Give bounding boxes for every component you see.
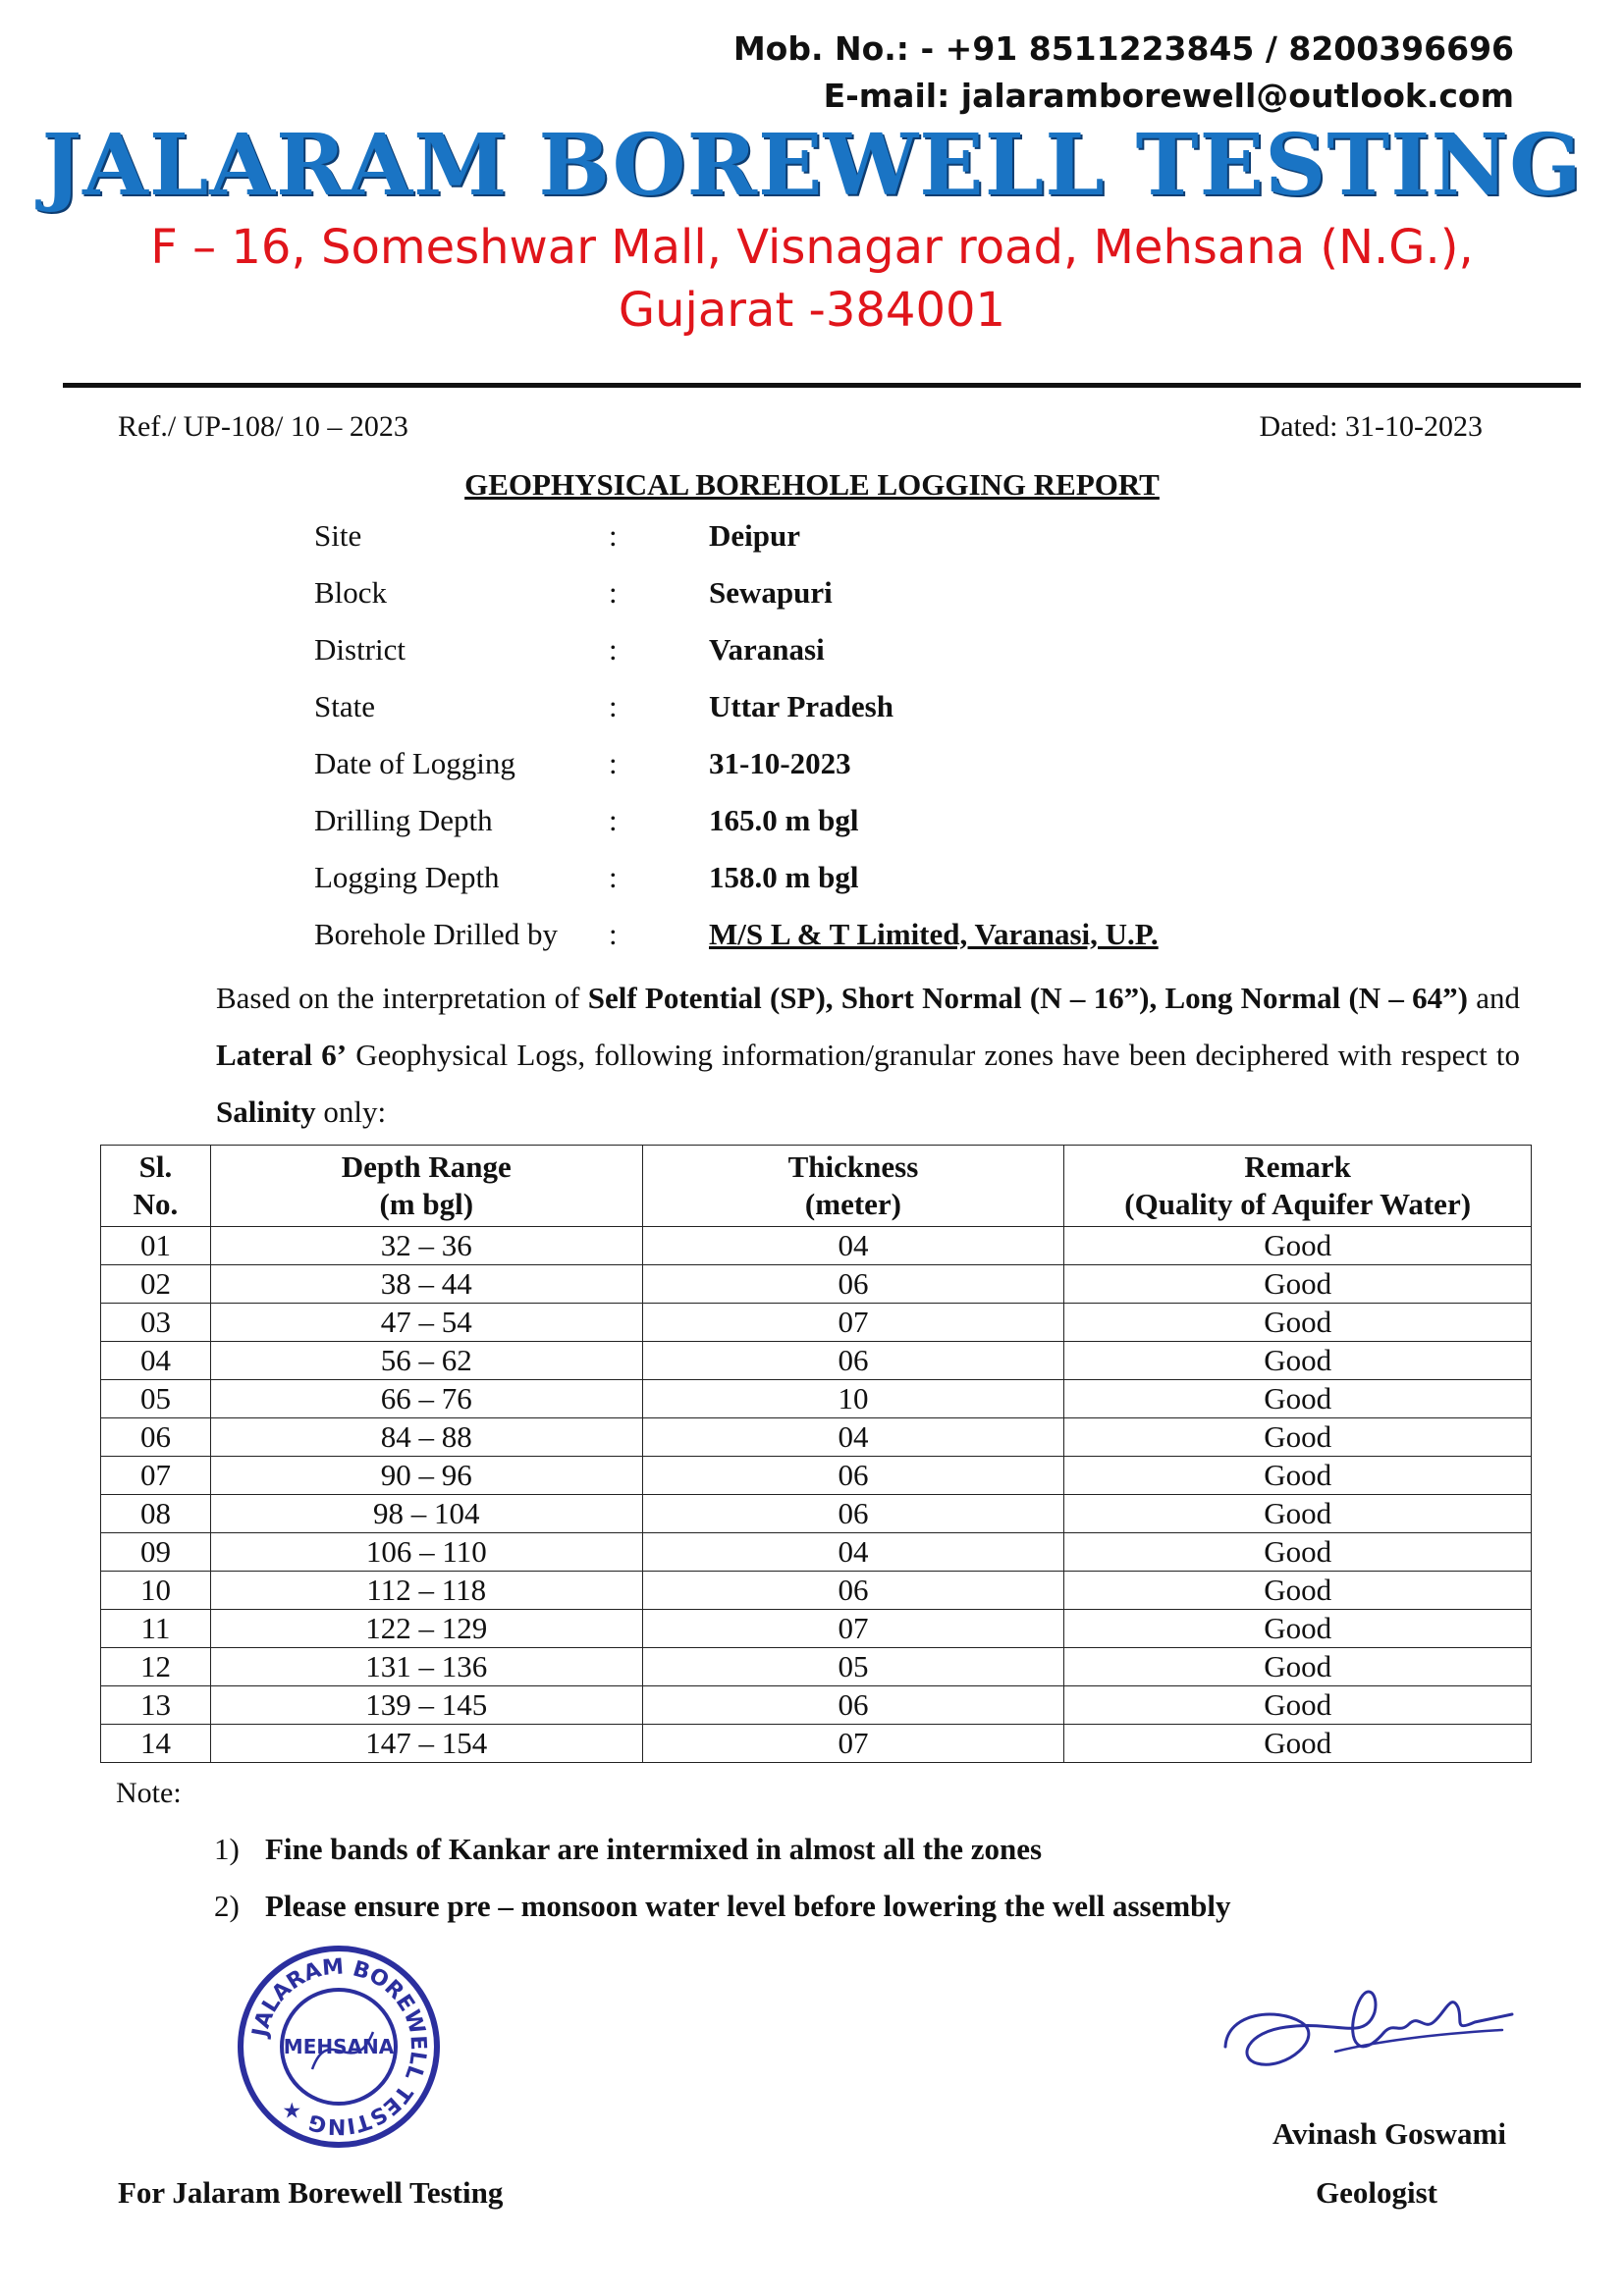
cell-sl-no: 08 bbox=[101, 1495, 211, 1533]
cell-remark: Good bbox=[1064, 1648, 1532, 1686]
info-label: Drilling Depth bbox=[314, 803, 493, 837]
report-title: GEOPHYSICAL BOREHOLE LOGGING REPORT bbox=[464, 467, 1160, 502]
cell-thickness: 07 bbox=[642, 1610, 1064, 1648]
info-colon: : bbox=[609, 575, 618, 610]
cell-depth-range: 56 – 62 bbox=[210, 1342, 642, 1380]
table-row bbox=[101, 1380, 1532, 1418]
table-row bbox=[101, 1610, 1532, 1648]
info-label: State bbox=[314, 689, 375, 723]
header-divider bbox=[63, 383, 1581, 388]
header-line: Sl. bbox=[138, 1149, 173, 1184]
table-row bbox=[101, 1265, 1532, 1304]
info-label: Logging Depth bbox=[314, 860, 500, 894]
cell-depth-range: 131 – 136 bbox=[210, 1648, 642, 1686]
cell-sl-no: 14 bbox=[101, 1725, 211, 1763]
cell-sl-no: 03 bbox=[101, 1304, 211, 1342]
signatory-name: Avinash Goswami bbox=[1272, 2116, 1506, 2151]
company-stamp bbox=[236, 1944, 442, 2150]
info-value: Sewapuri bbox=[709, 575, 833, 610]
cell-remark: Good bbox=[1064, 1533, 1532, 1572]
paragraph-bold: Self Potential (SP), Short Normal (N – 16”), Long Normal (N – 64”) bbox=[587, 981, 1468, 1015]
info-value: Deipur bbox=[709, 518, 800, 553]
cell-remark: Good bbox=[1064, 1457, 1532, 1495]
address-line-1: F – 16, Someshwar Mall, Visnagar road, Mehsana (N.G.), bbox=[150, 220, 1474, 275]
info-label: Date of Logging bbox=[314, 746, 515, 780]
cell-remark: Good bbox=[1064, 1725, 1532, 1763]
cell-depth-range: 139 – 145 bbox=[210, 1686, 642, 1725]
note-text: Fine bands of Kankar are intermixed in almost all the zones bbox=[265, 1832, 1043, 1866]
cell-sl-no: 10 bbox=[101, 1572, 211, 1610]
table-row bbox=[101, 1686, 1532, 1725]
header-remark bbox=[1064, 1146, 1532, 1227]
cell-remark: Good bbox=[1064, 1418, 1532, 1457]
cell-thickness: 07 bbox=[642, 1304, 1064, 1342]
cell-depth-range: 112 – 118 bbox=[210, 1572, 642, 1610]
info-colon: : bbox=[609, 803, 618, 837]
cell-thickness: 06 bbox=[642, 1572, 1064, 1610]
signature bbox=[1218, 1953, 1522, 2091]
cell-depth-range: 66 – 76 bbox=[210, 1380, 642, 1418]
info-colon: : bbox=[609, 917, 618, 951]
info-colon: : bbox=[609, 860, 618, 894]
paragraph-text: and bbox=[1467, 981, 1520, 1015]
cell-sl-no: 09 bbox=[101, 1533, 211, 1572]
cell-depth-range: 90 – 96 bbox=[210, 1457, 642, 1495]
note-number: 1) bbox=[214, 1832, 240, 1866]
cell-sl-no: 07 bbox=[101, 1457, 211, 1495]
header-line: Depth Range bbox=[341, 1149, 512, 1184]
mobile-number: Mob. No.: - +91 8511223845 / 8200396696 bbox=[732, 29, 1514, 68]
reference-number: Ref./ UP-108/ 10 – 2023 bbox=[118, 410, 408, 443]
table-row bbox=[101, 1227, 1532, 1265]
cell-remark: Good bbox=[1064, 1227, 1532, 1265]
cell-remark: Good bbox=[1064, 1265, 1532, 1304]
zones-table bbox=[100, 1145, 1532, 1763]
cell-remark: Good bbox=[1064, 1304, 1532, 1342]
table-row bbox=[101, 1533, 1532, 1572]
cell-depth-range: 147 – 154 bbox=[210, 1725, 642, 1763]
header-sl-no bbox=[101, 1146, 211, 1227]
note-label: Note: bbox=[116, 1777, 182, 1809]
cell-depth-range: 122 – 129 bbox=[210, 1610, 642, 1648]
cell-sl-no: 13 bbox=[101, 1686, 211, 1725]
report-date: Dated: 31-10-2023 bbox=[1259, 410, 1483, 443]
cell-thickness: 10 bbox=[642, 1380, 1064, 1418]
cell-thickness: 04 bbox=[642, 1533, 1064, 1572]
stamp-ring-text: JALARAM BOREWELL TESTING ★ bbox=[247, 1954, 431, 2139]
email-address: E-mail: jalaramborewell@outlook.com bbox=[823, 77, 1514, 115]
info-label: Block bbox=[314, 575, 388, 610]
header-line: (Quality of Aquifer Water) bbox=[1124, 1187, 1472, 1221]
cell-sl-no: 12 bbox=[101, 1648, 211, 1686]
table-row bbox=[101, 1495, 1532, 1533]
table-header-row bbox=[101, 1146, 1532, 1227]
paragraph-text: Based on the interpretation of bbox=[216, 981, 588, 1015]
note-item bbox=[214, 1832, 1042, 1867]
header-line: No. bbox=[133, 1187, 179, 1221]
table-body bbox=[101, 1227, 1532, 1763]
info-value: Uttar Pradesh bbox=[709, 689, 893, 723]
info-value: M/S L & T Limited, Varanasi, U.P. bbox=[709, 917, 1159, 951]
header-depth-range bbox=[210, 1146, 642, 1227]
info-label: Borehole Drilled by bbox=[314, 917, 558, 951]
note-text: Please ensure pre – monsoon water level before lowering the well assembly bbox=[265, 1889, 1231, 1923]
cell-thickness: 06 bbox=[642, 1686, 1064, 1725]
cell-remark: Good bbox=[1064, 1342, 1532, 1380]
company-name: JALARAM BOREWELL TESTING bbox=[41, 116, 1583, 215]
cell-thickness: 06 bbox=[642, 1342, 1064, 1380]
cell-sl-no: 06 bbox=[101, 1418, 211, 1457]
cell-depth-range: 98 – 104 bbox=[210, 1495, 642, 1533]
cell-thickness: 06 bbox=[642, 1457, 1064, 1495]
info-label: Site bbox=[314, 518, 362, 553]
paragraph-bold: Salinity bbox=[216, 1095, 316, 1129]
header-line: (meter) bbox=[804, 1187, 901, 1221]
note-item bbox=[214, 1889, 1231, 1924]
signatory-designation: Geologist bbox=[1316, 2175, 1437, 2210]
info-colon: : bbox=[609, 632, 618, 667]
cell-remark: Good bbox=[1064, 1495, 1532, 1533]
cell-thickness: 07 bbox=[642, 1725, 1064, 1763]
cell-sl-no: 01 bbox=[101, 1227, 211, 1265]
cell-thickness: 06 bbox=[642, 1265, 1064, 1304]
info-value: 31-10-2023 bbox=[709, 746, 851, 780]
paragraph-text: only: bbox=[315, 1095, 387, 1129]
cell-thickness: 05 bbox=[642, 1648, 1064, 1686]
table-row bbox=[101, 1418, 1532, 1457]
cell-thickness: 06 bbox=[642, 1495, 1064, 1533]
info-value: Varanasi bbox=[709, 632, 825, 667]
cell-remark: Good bbox=[1064, 1380, 1532, 1418]
cell-depth-range: 32 – 36 bbox=[210, 1227, 642, 1265]
cell-sl-no: 11 bbox=[101, 1610, 211, 1648]
cell-sl-no: 02 bbox=[101, 1265, 211, 1304]
cell-remark: Good bbox=[1064, 1572, 1532, 1610]
cell-sl-no: 05 bbox=[101, 1380, 211, 1418]
cell-depth-range: 84 – 88 bbox=[210, 1418, 642, 1457]
address-line-2: Gujarat -384001 bbox=[618, 283, 1006, 338]
table-row bbox=[101, 1457, 1532, 1495]
cell-sl-no: 04 bbox=[101, 1342, 211, 1380]
paragraph-text: Geophysical Logs, following information/granular zones have been deciphered with respect to bbox=[347, 1038, 1520, 1072]
cell-remark: Good bbox=[1064, 1686, 1532, 1725]
cell-depth-range: 47 – 54 bbox=[210, 1304, 642, 1342]
for-company-label: For Jalaram Borewell Testing bbox=[118, 2175, 504, 2210]
info-colon: : bbox=[609, 689, 618, 723]
info-label: District bbox=[314, 632, 406, 667]
cell-depth-range: 38 – 44 bbox=[210, 1265, 642, 1304]
cell-remark: Good bbox=[1064, 1610, 1532, 1648]
cell-thickness: 04 bbox=[642, 1227, 1064, 1265]
note-number: 2) bbox=[214, 1889, 240, 1923]
cell-thickness: 04 bbox=[642, 1418, 1064, 1457]
header-line: (m bgl) bbox=[379, 1187, 474, 1221]
info-value: 158.0 m bgl bbox=[709, 860, 859, 894]
table-row bbox=[101, 1725, 1532, 1763]
stamp-center-text: MEHSANA bbox=[283, 2035, 395, 2058]
interpretation-paragraph bbox=[216, 970, 1520, 1141]
table-row bbox=[101, 1342, 1532, 1380]
info-colon: : bbox=[609, 746, 618, 780]
info-colon: : bbox=[609, 518, 618, 553]
header-thickness bbox=[642, 1146, 1064, 1227]
cell-depth-range: 106 – 110 bbox=[210, 1533, 642, 1572]
paragraph-bold: Lateral 6’ bbox=[216, 1038, 348, 1072]
info-value: 165.0 m bgl bbox=[709, 803, 859, 837]
table-row bbox=[101, 1572, 1532, 1610]
table-row bbox=[101, 1648, 1532, 1686]
header-line: Thickness bbox=[787, 1149, 919, 1184]
header-line: Remark bbox=[1244, 1149, 1351, 1184]
table-row bbox=[101, 1304, 1532, 1342]
